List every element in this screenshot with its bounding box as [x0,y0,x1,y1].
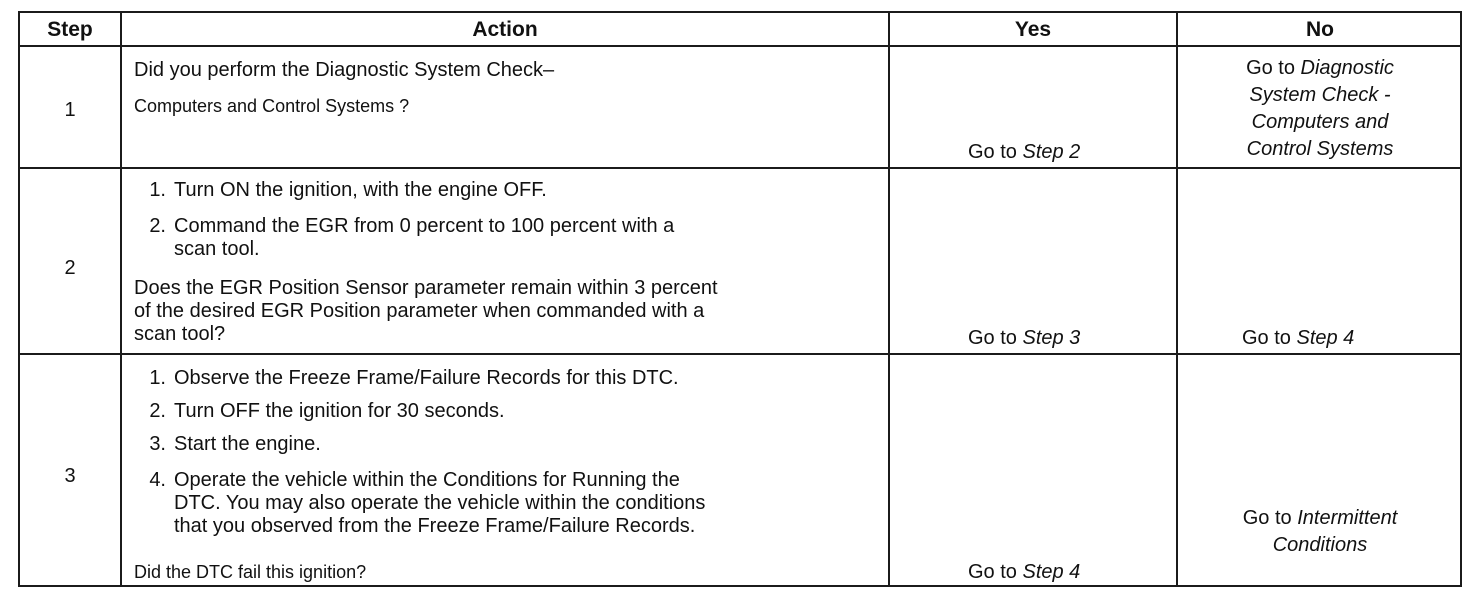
row3-item-1 [134,367,679,390]
row2-item-2-cont [134,238,260,261]
row3-yes-prefix: Go to [968,561,1023,583]
row3-item-1-num: 1. [149,367,166,389]
row3-item-1-text: Observe the Freeze Frame/Failure Records for this DTC. [174,367,679,389]
row1-no-link-line2[interactable]: System Check - [1249,84,1391,106]
row2-no-link[interactable]: Step 4 [1296,327,1355,349]
col-divider-action [888,13,890,585]
row-divider-1 [20,167,1460,169]
row2-yes-prefix: Go to [968,327,1023,349]
row3-no-link-line1[interactable]: Intermittent [1297,507,1398,529]
row2-item-2-text-line1: Command the EGR from 0 percent to 100 percent with a [174,215,675,237]
header-action: Action [472,18,538,41]
row1-no-link-line1[interactable]: Diagnostic [1300,57,1394,79]
step-number-1: 1 [64,99,76,121]
row2-item-1-num: 1. [149,179,166,201]
row1-no-link-line3[interactable]: Computers and [1251,111,1389,133]
row3-no-cell [1178,507,1462,557]
row2-item-1-text: Turn ON the ignition, with the engine OFF. [174,179,547,201]
row1-yes-link[interactable]: Step 2 [1022,141,1081,163]
row2-item-1 [134,179,547,202]
row2-no-prefix: Go to [1242,327,1297,349]
row2-no-cell [1242,327,1354,350]
header-no: No [1306,18,1334,41]
col-divider-step [120,13,122,585]
row3-yes-cell [968,561,1080,584]
row3-item-2-num: 2. [149,400,166,422]
row1-no-cell [1178,57,1462,161]
row3-item-3-num: 3. [149,433,166,455]
row3-item-4-text-line2: DTC. You may also operate the vehicle within the conditions [174,492,706,514]
row3-no-prefix: Go to [1242,507,1298,529]
row3-question: Did the DTC fail this ignition? [134,562,367,582]
row2-yes-cell [968,327,1080,350]
header-step: Step [47,18,93,41]
diagnostic-table [18,11,1462,587]
row2-question-line3: scan tool? [134,323,226,345]
row3-item-4-text-line1: Operate the vehicle within the Conditions for Running the [174,469,680,491]
row2-question-line2: of the desired EGR Position parameter when commanded with a [134,300,705,322]
row3-item-4 [134,469,680,492]
row1-no-prefix: Go to [1246,57,1301,79]
row1-no-link-line4[interactable]: Control Systems [1246,138,1394,160]
row2-yes-link[interactable]: Step 3 [1022,327,1081,349]
row3-item-3-text: Start the engine. [174,433,321,455]
row3-item-4-text-line3: that you observed from the Freeze Frame/Failure Records. [174,515,696,537]
row3-item-2 [134,400,505,423]
step-number-3: 3 [64,465,76,487]
row2-item-2-text-line2: scan tool. [174,238,260,260]
row1-action-line2: Computers and Control Systems ? [134,96,410,116]
row3-item-4-cont1 [134,492,705,515]
row3-no-link-line2[interactable]: Conditions [1272,534,1368,556]
row3-item-4-cont2 [134,515,695,538]
row-divider-2 [20,353,1460,355]
row1-yes-cell [968,141,1080,164]
row3-yes-link[interactable]: Step 4 [1022,561,1081,583]
row2-item-2 [134,215,674,238]
row3-item-2-text: Turn OFF the ignition for 30 seconds. [174,400,505,422]
step-number-2: 2 [64,257,76,279]
row1-action-line1: Did you perform the Diagnostic System Check– [134,59,555,81]
row2-question-line1: Does the EGR Position Sensor parameter remain within 3 percent [134,277,718,299]
row3-item-3 [134,433,321,456]
row1-yes-prefix: Go to [968,141,1023,163]
row3-item-4-num: 4. [149,469,166,491]
header-yes: Yes [1014,18,1052,41]
row2-item-2-num: 2. [149,215,166,237]
